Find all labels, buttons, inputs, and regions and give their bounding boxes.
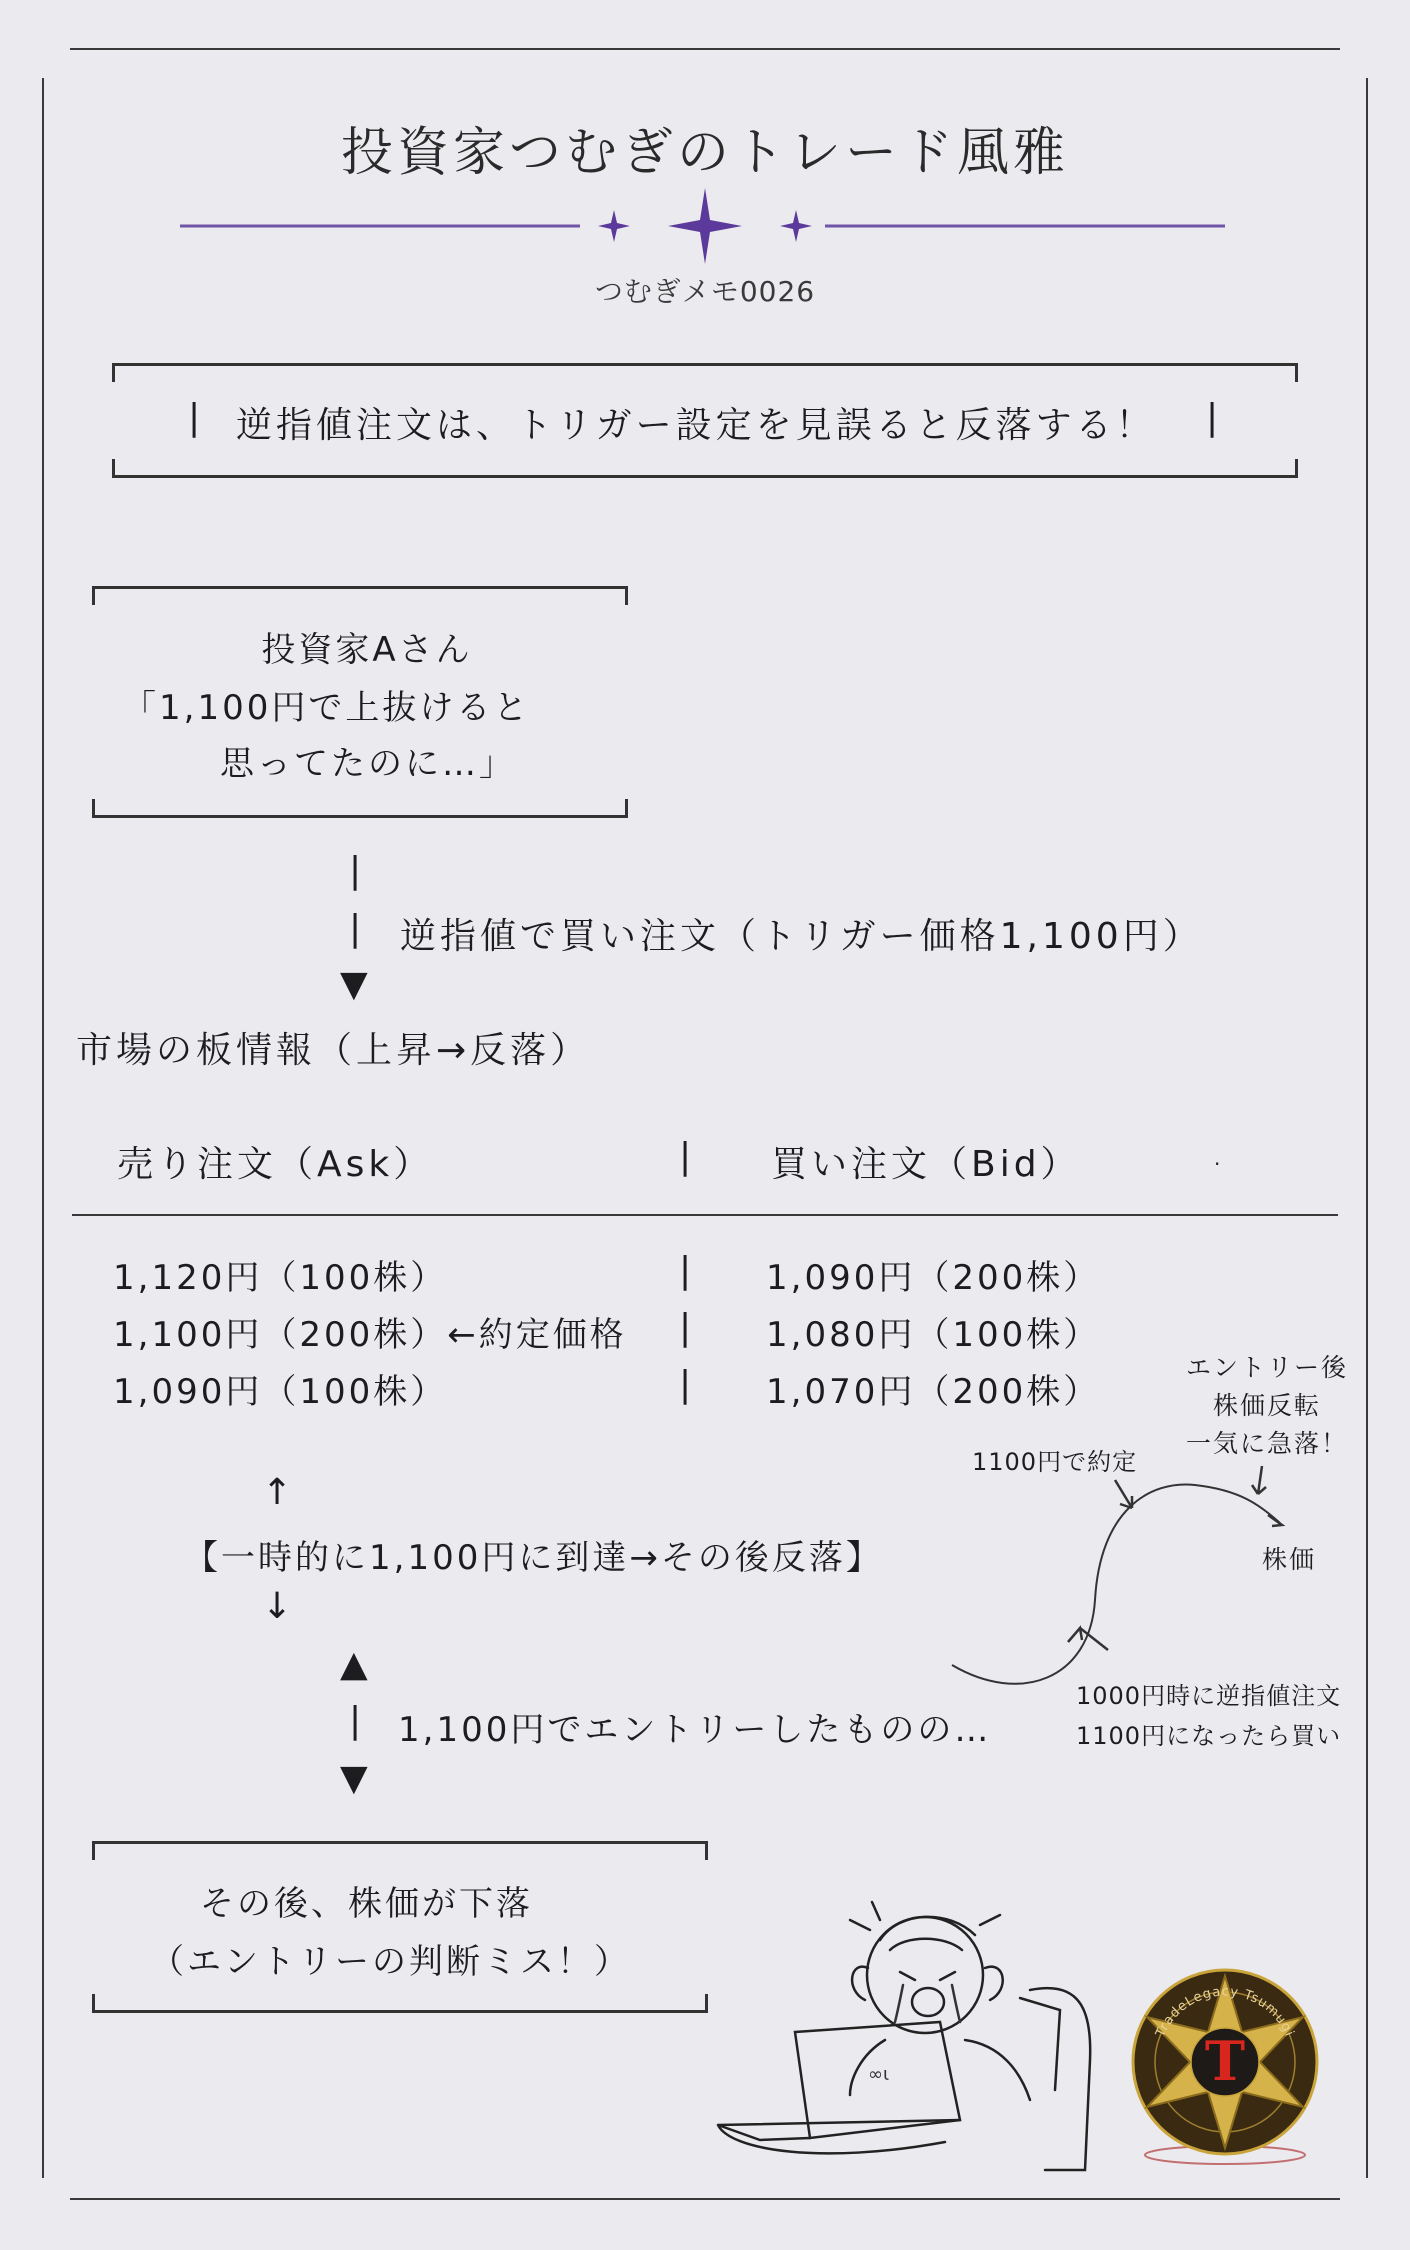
arrow1-bar-b: | <box>349 908 366 949</box>
crying-investor-illustration <box>700 1880 1120 2180</box>
buy-orders-header: 買い注文（Bid） <box>771 1144 1081 1185</box>
arrow2-down-icon: ▼ <box>340 1758 368 1799</box>
left-rule <box>42 78 44 2178</box>
down-arrow-icon: ↓ <box>262 1586 293 1627</box>
result-line2: （エントリーの判断ミス！） <box>150 1942 631 1982</box>
label-stock-price: 株価 <box>1262 1545 1317 1574</box>
note-bottom-line1: 1000円時に逆指値注文 <box>1076 1682 1342 1710</box>
right-rule <box>1366 78 1368 2178</box>
investor-bracket-top <box>92 586 628 605</box>
headline-bar-left: | <box>188 397 205 438</box>
arrow1-bar-a: | <box>349 850 366 891</box>
headline-bracket-top <box>112 363 1298 382</box>
arrow2-label: 1,100円でエントリーしたものの… <box>398 1710 992 1750</box>
note-top-line2: 株価反転 <box>1212 1391 1321 1420</box>
investor-name: 投資家Aさん <box>261 630 473 670</box>
price-path <box>952 1484 1280 1683</box>
buy-row: 1,080円（100株） <box>766 1315 1101 1355</box>
buy-row: 1,090円（200株） <box>766 1258 1101 1298</box>
arrow2-up-icon: ▲ <box>340 1644 368 1685</box>
trade-legacy-logo <box>1120 1962 1330 2172</box>
arrow1-down-icon: ▼ <box>340 964 368 1005</box>
stray-dot: . <box>1214 1146 1221 1170</box>
logo-letter: T <box>1204 2029 1246 2093</box>
arrow2-bar: | <box>349 1700 366 1741</box>
title-divider-sparkles <box>180 188 1230 268</box>
investor-bracket-bottom <box>92 799 628 818</box>
bottom-rule <box>70 2198 1340 2200</box>
price-curve <box>940 1430 1340 1690</box>
arrow1-label: 逆指値で買い注文（トリガー価格1,100円） <box>400 916 1203 957</box>
headline-bracket-bottom <box>112 459 1298 478</box>
board-header-rule <box>72 1214 1338 1216</box>
investor-quote-line1: 「1,100円で上抜けると <box>122 688 531 728</box>
sell-row: 1,090円（100株） <box>113 1372 448 1412</box>
sparkle-icon <box>598 188 812 264</box>
column-separator: | <box>679 1136 692 1177</box>
sell-row: 1,120円（100株） <box>113 1258 448 1298</box>
note-top-line1: エントリー後 <box>1185 1353 1348 1382</box>
memo-number: つむぎメモ0026 <box>594 275 816 308</box>
note-top-line3: 一気に急落！ <box>1185 1429 1348 1458</box>
sell-row: 1,100円（200株）←約定価格 <box>113 1315 627 1355</box>
logo-ring-text: TradeLegacy Tsumugi <box>1153 1984 1297 2040</box>
investor-quote-line2: 思ってたのに…」 <box>220 744 516 784</box>
top-rule <box>70 48 1340 50</box>
reach-text: 【一時的に1,100円に到達→その後反落】 <box>184 1538 883 1578</box>
result-bracket-bottom <box>92 1994 708 2013</box>
column-separator: | <box>679 1364 692 1405</box>
buy-row: 1,070円（200株） <box>766 1372 1101 1412</box>
board-title: 市場の板情報（上昇→反落） <box>76 1030 591 1071</box>
arrow-icon <box>1068 1466 1282 1650</box>
note-fill-price: 1100円で約定 <box>972 1448 1138 1476</box>
sell-orders-header: 売り注文（Ask） <box>117 1144 434 1185</box>
up-arrow-icon: ↑ <box>262 1472 293 1513</box>
column-separator: | <box>679 1307 692 1348</box>
result-line1: その後、株価が下落 <box>200 1884 533 1924</box>
laptop-logo: ∞ι <box>868 2064 890 2085</box>
column-separator: | <box>679 1250 692 1291</box>
headline-bar-right: | <box>1206 397 1223 438</box>
result-bracket-top <box>92 1841 708 1860</box>
headline-text: 逆指値注文は、トリガー設定を見誤ると反落する！ <box>236 405 1156 446</box>
note-bottom-line2: 1100円になったら買い <box>1076 1722 1342 1750</box>
page-title: 投資家つむぎのトレード風雅 <box>340 123 1069 183</box>
